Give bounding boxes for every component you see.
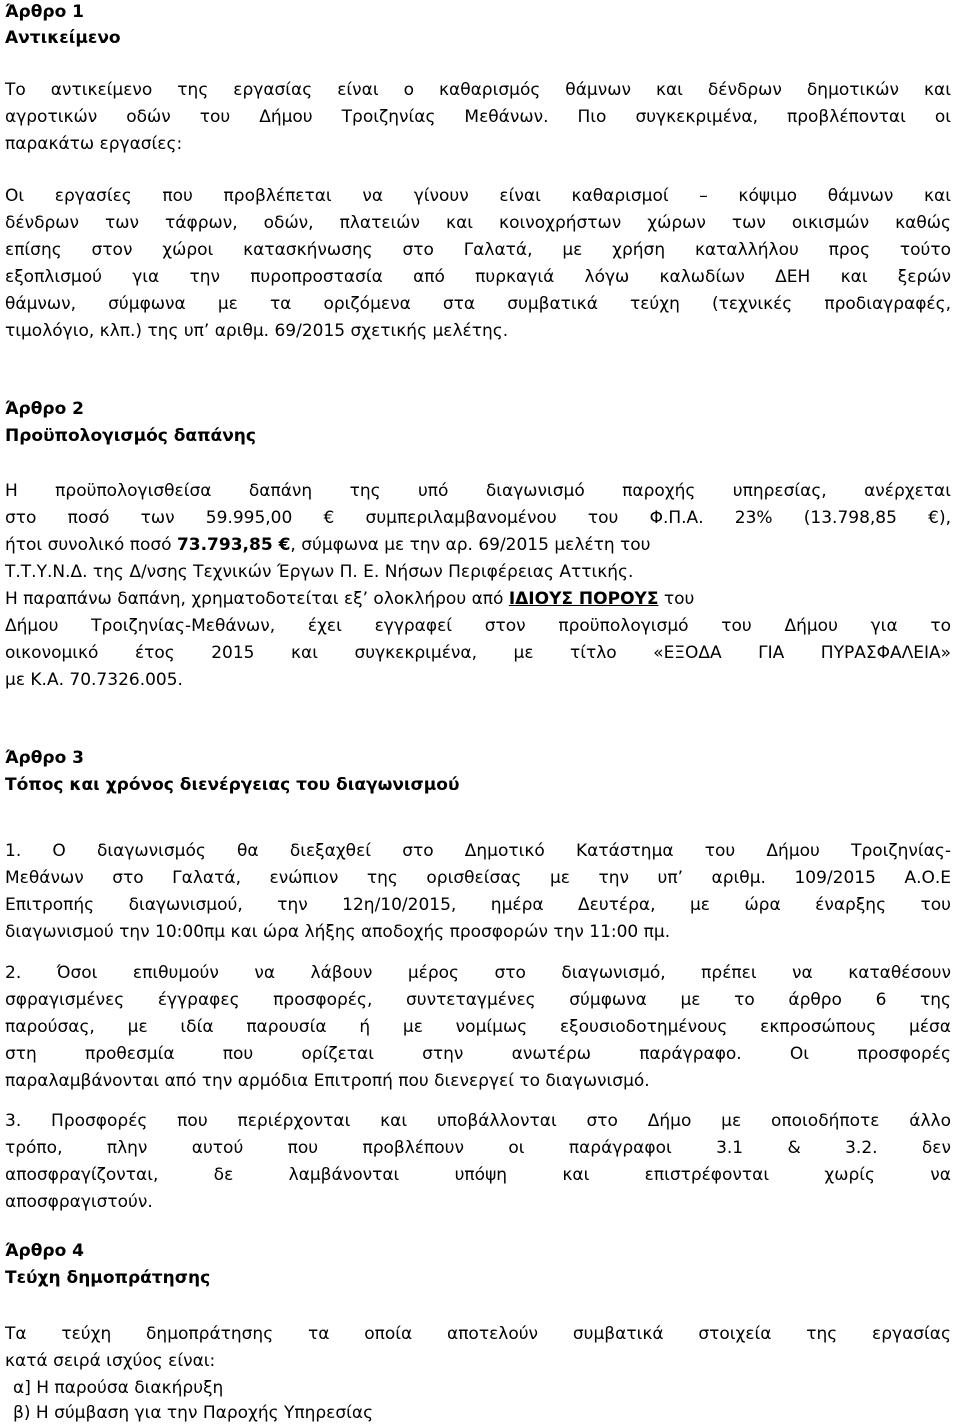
article-1-paragraph-line: παρακάτω εργασίες: [5, 134, 183, 154]
article-2-number: Άρθρο 2 [5, 399, 84, 419]
article-3-section-1-line: Μεθάνων στο Γαλατά, ενώπιον της ορισθείσας με την υπ’ αριθμ. 109/2015 Α.Ο.Ε [5, 868, 951, 888]
article-3-section-1-line: διαγωνισμού την 10:00πμ και ώρα λήξης αποδοχής προσφορών την 11:00 πμ. [5, 922, 671, 942]
article-3-section-3-line: 3. Προσφορές που περιέρχονται και υποβάλλονται στο Δήμο με οποιοδήποτε άλλο [5, 1111, 951, 1131]
article-1-paragraph-line: Το αντικείμενο της εργασίας είναι ο καθαρισμός θάμνων και δένδρων δημοτικών και [5, 80, 951, 100]
article-2-paragraph-line: Η προϋπολογισθείσα δαπάνη της υπό διαγωνισμό παροχής υπηρεσίας, ανέρχεται [5, 481, 951, 501]
article-1-paragraph-line: επίσης στον χώροι κατασκήνωσης στο Γαλατά, με χρήση καταλλήλου προς τούτο [5, 240, 951, 260]
article-3-number: Άρθρο 3 [5, 748, 84, 768]
article-2-paragraph-line: οικονομικό έτος 2015 και συγκεκριμένα, με τίτλο «ΕΞΟΔΑ ΓΙΑ ΠΥΡΑΣΦΑΛΕΙΑ» [5, 643, 951, 663]
text-run: ήτοι συνολικό ποσό [5, 535, 177, 555]
article-3-section-2-line: παρούσας, με ιδία παρουσία ή με νομίμως εξουσιοδοτημένους εκπροσώπους μέσα [5, 1017, 951, 1037]
article-4-paragraph-line: κατά σειρά ισχύος είναι: [5, 1351, 216, 1371]
article-1-paragraph-line: εξοπλισμού για την πυροπροστασία από πυρκαγιά λόγω καλωδίων ΔΕΗ και ξερών [5, 267, 951, 287]
article-3-section-1-line: Επιτροπής διαγωνισμού, την 12η/10/2015, ημέρα Δευτέρα, με ώρα έναρξης του [5, 895, 951, 915]
article-2-paragraph-line: Δήμου Τροιζηνίας-Μεθάνων, έχει εγγραφεί στον προϋπολογισμό του Δήμου για το [5, 616, 951, 636]
article-3-section-1-line: 1. Ο διαγωνισμός θα διεξαχθεί στο Δημοτικό Κατάστημα του Δήμου Τροιζηνίας- [5, 841, 951, 861]
article-3-title: Τόπος και χρόνος διενέργειας του διαγωνισμού [5, 775, 460, 795]
article-4-paragraph-line: Τα τεύχη δημοπράτησης τα οποία αποτελούν συμβατικά στοιχεία της εργασίας [5, 1324, 951, 1344]
article-3-section-2-line: παραλαμβάνονται από την αρμόδια Επιτροπή που διενεργεί το διαγωνισμό. [5, 1071, 650, 1091]
article-3-section-2-line: στη προθεσμία που ορίζεται στην ανωτέρω παράγραφο. Οι προσφορές [5, 1044, 951, 1064]
article-1-paragraph-line: θάμνων, σύμφωνα με τα οριζόμενα στα συμβατικά τεύχη (τεχνικές προδιαγραφές, [5, 294, 951, 314]
total-amount: 73.793,85 € [176, 535, 291, 555]
article-1-paragraph-line: Οι εργασίες που προβλέπεται να γίνουν είναι καθαρισμοί – κόψιμο θάμνων και [5, 186, 951, 206]
text-run: του [658, 589, 695, 609]
article-2-paragraph-line: στο ποσό των 59.995,00 € συμπεριλαμβανομένου του Φ.Π.Α. 23% (13.798,85 €), [5, 508, 951, 528]
article-2-paragraph-line: Τ.Τ.Υ.Ν.Δ. της Δ/νσης Τεχνικών Έργων Π. Ε. Νήσων Περιφέρειας Αττικής. [5, 562, 634, 582]
article-2-paragraph-line [5, 584, 951, 614]
article-1-number: Άρθρο 1 [5, 2, 84, 22]
article-4-title: Τεύχη δημοπράτησης [5, 1268, 211, 1288]
article-4-number: Άρθρο 4 [5, 1241, 84, 1261]
article-2-paragraph-line [5, 530, 951, 560]
document-list-item: α] Η παρούσα διακήρυξη [13, 1378, 224, 1398]
article-3-section-2-line: σφραγισμένες έγγραφες προσφορές, συντεταγμένες σύμφωνα με το άρθρο 6 της [5, 990, 951, 1010]
article-1-title: Αντικείμενο [5, 28, 121, 48]
article-3-section-3-line: τρόπο, πλην αυτού που προβλέπουν οι παράγραφοι 3.1 & 3.2. δεν [5, 1138, 951, 1158]
article-1-paragraph-line: τιμολόγιο, κλπ.) της υπ’ αριθμ. 69/2015 σχετικής μελέτης. [5, 321, 509, 341]
article-2-paragraph-line: με Κ.Α. 70.7326.005. [5, 670, 183, 690]
document-list-item: β) Η σύμβαση για την Παροχής Υπηρεσίας [13, 1403, 374, 1423]
article-3-section-2-line: 2. Όσοι επιθυμούν να λάβουν μέρος στο διαγωνισμό, πρέπει να καταθέσουν [5, 963, 951, 983]
funding-source: ΙΔΙΟΥΣ ΠΟΡΟΥΣ [508, 589, 659, 609]
article-3-section-3-line: αποσφραγιστούν. [5, 1192, 153, 1212]
article-3-section-3-line: αποσφραγίζονται, δε λαμβάνονται υπόψη και επιστρέφονται χωρίς να [5, 1165, 951, 1185]
text-run: , σύμφωνα με την αρ. 69/2015 μελέτη του [290, 535, 651, 555]
article-2-title: Προϋπολογισμός δαπάνης [5, 426, 256, 446]
text-run: Η παραπάνω δαπάνη, χρηματοδοτείται εξ’ ολοκλήρου από [5, 589, 509, 609]
article-1-paragraph-line: αγροτικών οδών του Δήμου Τροιζηνίας Μεθάνων. Πιο συγκεκριμένα, προβλέπονται οι [5, 107, 951, 127]
article-1-paragraph-line: δένδρων των τάφρων, οδών, πλατειών και κοινοχρήστων χώρων των οικισμών καθώς [5, 213, 951, 233]
